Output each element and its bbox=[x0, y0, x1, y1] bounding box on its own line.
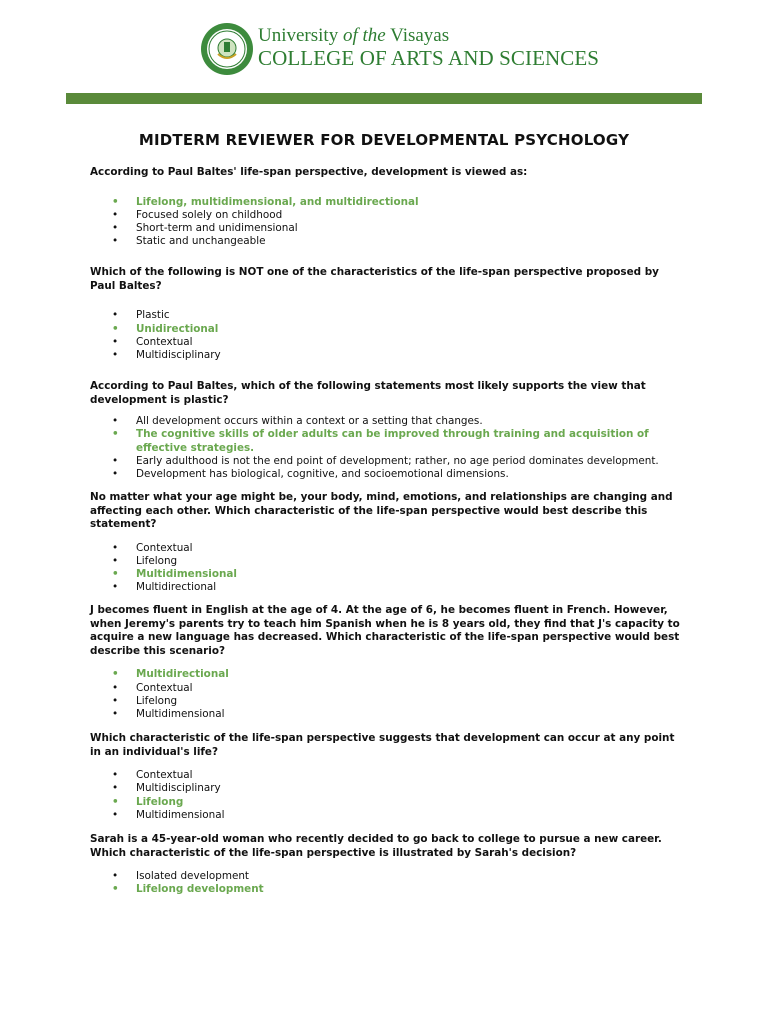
answer-option: • Focused solely on childhood bbox=[136, 209, 680, 222]
correct-answer-option: • The cognitive skills of older adults can be improved through training and acquisition of effective strategies. bbox=[136, 428, 680, 454]
question-text: Which of the following is NOT one of the characteristics of the life-span perspective proposed by Paul Baltes? bbox=[90, 266, 659, 292]
answer-options bbox=[90, 309, 680, 362]
answer-option: • Static and unchangeable bbox=[136, 235, 680, 248]
answer-option: • Multidimensional bbox=[136, 708, 680, 721]
correct-answer-option: • Multidirectional bbox=[136, 668, 680, 681]
answer-option: • Contextual bbox=[136, 682, 680, 695]
answer-option: • Isolated development bbox=[136, 870, 680, 883]
answer-option: • Multidirectional bbox=[136, 581, 680, 594]
header-divider-bar bbox=[66, 93, 702, 104]
answer-options bbox=[90, 196, 680, 249]
answer-option: • Contextual bbox=[136, 336, 680, 349]
answer-options bbox=[90, 542, 680, 595]
answer-option: • Plastic bbox=[136, 309, 680, 322]
page-title: MIDTERM REVIEWER FOR DEVELOPMENTAL PSYCHOLOGY bbox=[138, 131, 630, 149]
correct-answer-option: • Unidirectional bbox=[136, 323, 680, 336]
question-text: J becomes fluent in English at the age of 4. At the age of 6, he becomes fluent in French. However, when Jeremy's parents try to teach him Spanish when he is 8 years old, they find that J's capacity to acquire a new language has decreased. Which characteristic of the life-span perspective would best describe this scenario? bbox=[90, 604, 680, 657]
answer-options bbox=[90, 870, 680, 896]
answer-option: • Lifelong bbox=[136, 695, 680, 708]
answer-option: • Contextual bbox=[136, 769, 680, 782]
answer-option: • Lifelong bbox=[136, 555, 680, 568]
college-name: COLLEGE OF ARTS AND SCIENCES bbox=[258, 46, 600, 70]
answer-option: • Short-term and unidimensional bbox=[136, 222, 680, 235]
page-header bbox=[200, 22, 600, 78]
question-list bbox=[90, 166, 680, 896]
answer-option: • Development has biological, cognitive, and socioemotional dimensions. bbox=[136, 468, 680, 481]
university-seal-icon bbox=[200, 22, 254, 76]
answer-options bbox=[90, 769, 680, 822]
question-text: According to Paul Baltes, which of the following statements most likely supports the view that development is plastic? bbox=[90, 380, 646, 406]
question-text: According to Paul Baltes' life-span perspective, development is viewed as: bbox=[90, 166, 528, 178]
correct-answer-option: • Multidimensional bbox=[136, 568, 680, 581]
answer-options bbox=[90, 415, 680, 481]
answer-option: • Multidisciplinary bbox=[136, 349, 680, 362]
question-text: Which characteristic of the life-span perspective suggests that development can occur at any point in an individual's life? bbox=[90, 732, 675, 758]
answer-option: • All development occurs within a context or a setting that changes. bbox=[136, 415, 680, 428]
answer-option: • Contextual bbox=[136, 542, 680, 555]
answer-option: • Multidimensional bbox=[136, 809, 680, 822]
answer-options bbox=[90, 668, 680, 721]
university-name: University of the Visayas bbox=[258, 25, 450, 46]
answer-option: • Multidisciplinary bbox=[136, 782, 680, 795]
correct-answer-option: • Lifelong development bbox=[136, 883, 680, 896]
answer-option: • Early adulthood is not the end point of development; rather, no age period dominates development. bbox=[136, 455, 680, 468]
question-text: No matter what your age might be, your body, mind, emotions, and relationships are changing and affecting each other. Which characteristic of the life-span perspective would best describe this statement? bbox=[90, 491, 673, 531]
question-text: Sarah is a 45-year-old woman who recently decided to go back to college to pursue a new career. Which characteristic of the life-span perspective is illustrated by Sarah's decision? bbox=[90, 833, 662, 859]
correct-answer-option: • Lifelong bbox=[136, 796, 680, 809]
correct-answer-option: • Lifelong, multidimensional, and multidirectional bbox=[136, 196, 680, 209]
